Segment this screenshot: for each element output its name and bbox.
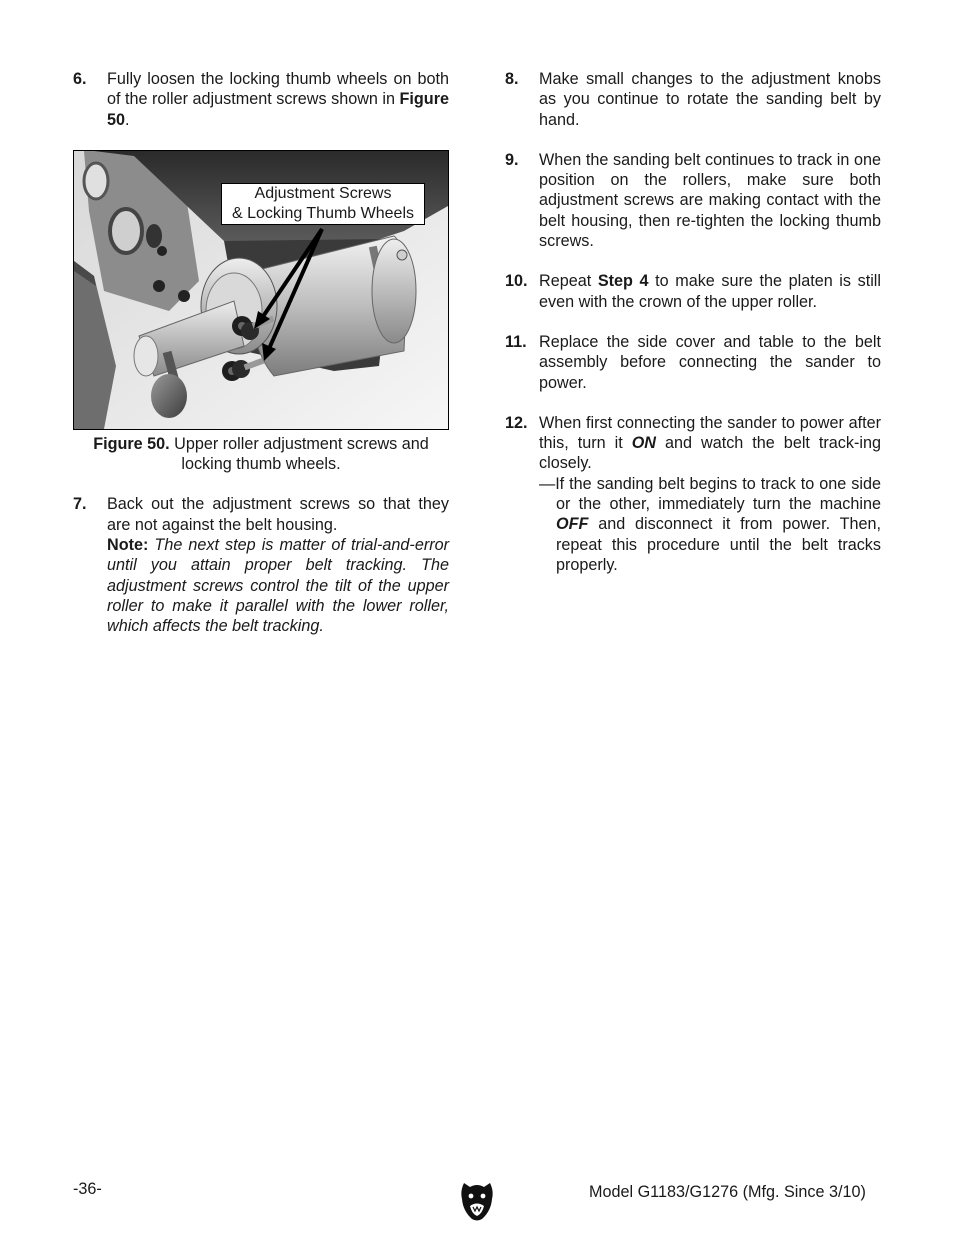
page-number: -36-	[73, 1180, 102, 1198]
step-9	[505, 150, 881, 251]
step-text: Make small changes to the adjustment knobs as you continue to rotate the sanding belt by hand.	[539, 70, 881, 129]
right-column	[505, 69, 881, 595]
step-number: 8.	[505, 70, 519, 88]
step-text: When the sanding belt continues to track in one position on the rollers, make sure both adjustment screws are making contact with the belt housing, then re-tighten the locking thumb screws.	[539, 150, 881, 251]
step-number: 11.	[505, 332, 527, 351]
step-text: Replace the side cover and table to the belt assembly before connecting the sander to power.	[539, 332, 881, 392]
step-7	[73, 494, 449, 636]
step-reference: Step 4	[597, 272, 649, 291]
step-12	[505, 413, 881, 575]
left-column	[73, 69, 449, 657]
figure-caption	[73, 434, 449, 475]
step-number: 10.	[505, 272, 528, 291]
on-emphasis: ON	[631, 434, 656, 453]
step-text: When first connecting the sander to power after this, turn it ON and watch the belt track-ing closely.	[539, 413, 881, 473]
step-8	[505, 69, 881, 130]
off-emphasis: OFF	[556, 515, 589, 534]
step-6	[73, 69, 449, 130]
note-label: Note:	[107, 536, 149, 555]
figure-callout	[221, 183, 425, 225]
figure-50	[73, 150, 449, 430]
step-text: Back out the adjustment screws so that they are not against the belt housing.	[107, 495, 449, 534]
step-number: 12.	[505, 413, 528, 432]
step-text: Fully loosen the locking thumb wheels on both of the roller adjustment screws shown in Figure 50.	[107, 70, 449, 129]
bear-head-icon	[458, 1177, 496, 1221]
dash-item: —If the sanding belt begins to track to one side or the other, immediately turn the machine OFF and disconnect it from power. Then, repeat this procedure until the belt tracks properly.	[539, 474, 881, 574]
step-number: 6.	[73, 70, 87, 88]
model-label: Model G1183/G1276 (Mfg. Since 3/10)	[589, 1183, 866, 1201]
step-text: Repeat Step 4 to make sure the platen is still even with the crown of the upper roller.	[539, 272, 881, 311]
note	[107, 535, 449, 636]
figure-reference: Figure 50	[107, 90, 449, 129]
step-number: 7.	[73, 495, 87, 514]
step-10	[505, 271, 881, 312]
callout-line: Adjustment Screws	[254, 184, 392, 202]
caption-label: Figure 50.	[93, 434, 170, 453]
note-text: The next step is matter of trial-and-error until you attain proper belt tracking. The adjustment screws control the tilt of the upper roller to make it parallel with the lower roller, which affects the belt tracking.	[107, 536, 449, 636]
caption-text: Upper roller adjustment screws and locking thumb wheels.	[169, 434, 429, 474]
step-number: 9.	[505, 150, 519, 169]
callout-line: & Locking Thumb Wheels	[231, 204, 414, 222]
step-11	[505, 332, 881, 393]
